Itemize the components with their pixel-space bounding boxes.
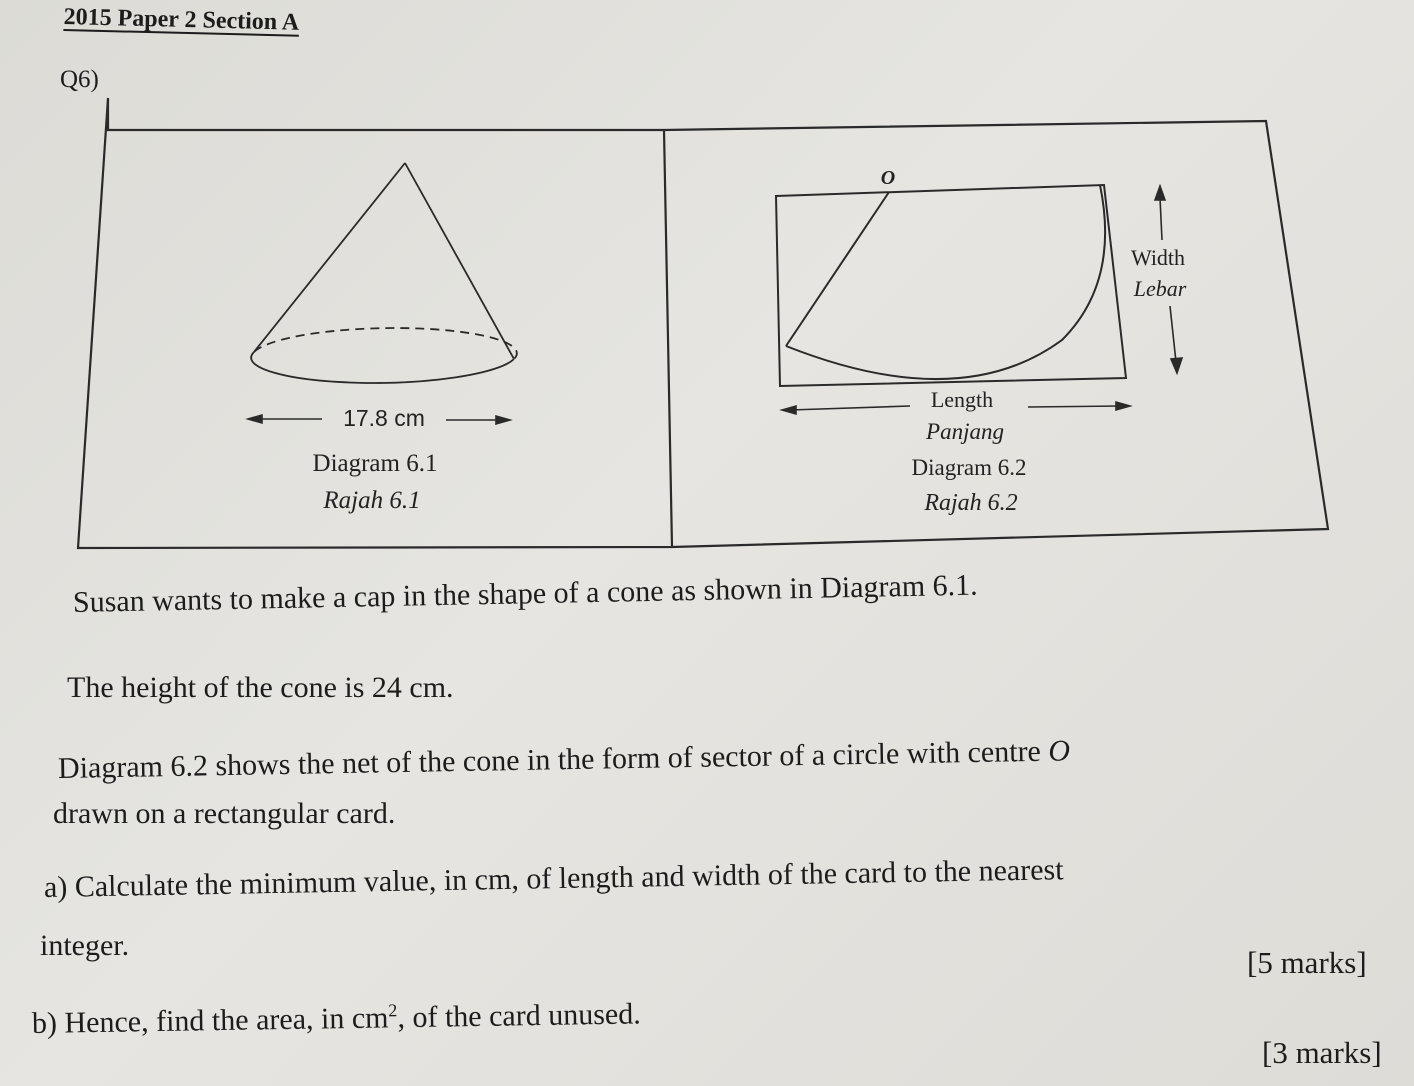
sector-arc [786,185,1105,379]
rectangular-card [776,185,1126,386]
width-label: Width [1130,245,1186,270]
part-b-text-pre: b) Hence, find the area, in cm [31,1001,389,1040]
part-a-line2: integer. [40,929,130,962]
lebar-label: Lebar [1133,276,1187,301]
net-description-line1 [58,734,1071,786]
card-diagram [776,185,1126,386]
figure-frame [78,98,1328,548]
part-b-question [32,996,641,1041]
part-b-text-post: , of the card unused. [397,997,641,1035]
net-description-line2: drawn on a rectangular card. [53,797,396,830]
question-intro: Susan wants to make a cap in the shape of a cone as shown in Diagram 6.1. [72,568,978,619]
diameter-label: 17.8 cm [343,405,425,431]
rajah-6-2-caption: Rajah 6.2 [924,490,1018,516]
cone-right-edge [405,163,514,359]
cone-base-back [254,328,517,359]
part-b-superscript: 2 [388,1000,398,1021]
net-centre-symbol: O [1048,734,1071,768]
figure-divider [664,130,672,547]
sector-radius [786,192,889,346]
question-number: Q6) [60,66,99,93]
section-title: 2015 Paper 2 Section A [63,4,300,36]
part-a-line1: a) Calculate the minimum value, in cm, of length and width of the card to the nearest [43,853,1064,904]
cone-height-statement: The height of the cone is 24 cm. [67,671,454,704]
centre-o-label: O [880,167,896,189]
panjang-label: Panjang [926,419,1004,444]
part-a-marks: [5 marks] [1247,945,1367,980]
diagram-6-1-caption: Diagram 6.1 [312,450,438,477]
part-b-marks: [3 marks] [1262,1035,1382,1070]
cone-diagram [251,163,517,383]
diagram-6-2-caption: Diagram 6.2 [911,455,1027,480]
cone-left-edge [254,163,405,352]
net-description-text: Diagram 6.2 shows the net of the cone in the form of sector of a circle with centre [57,734,1042,785]
rajah-6-1-caption: Rajah 6.1 [323,487,421,514]
cone-base-front [251,352,514,383]
length-label: Length [930,387,994,412]
